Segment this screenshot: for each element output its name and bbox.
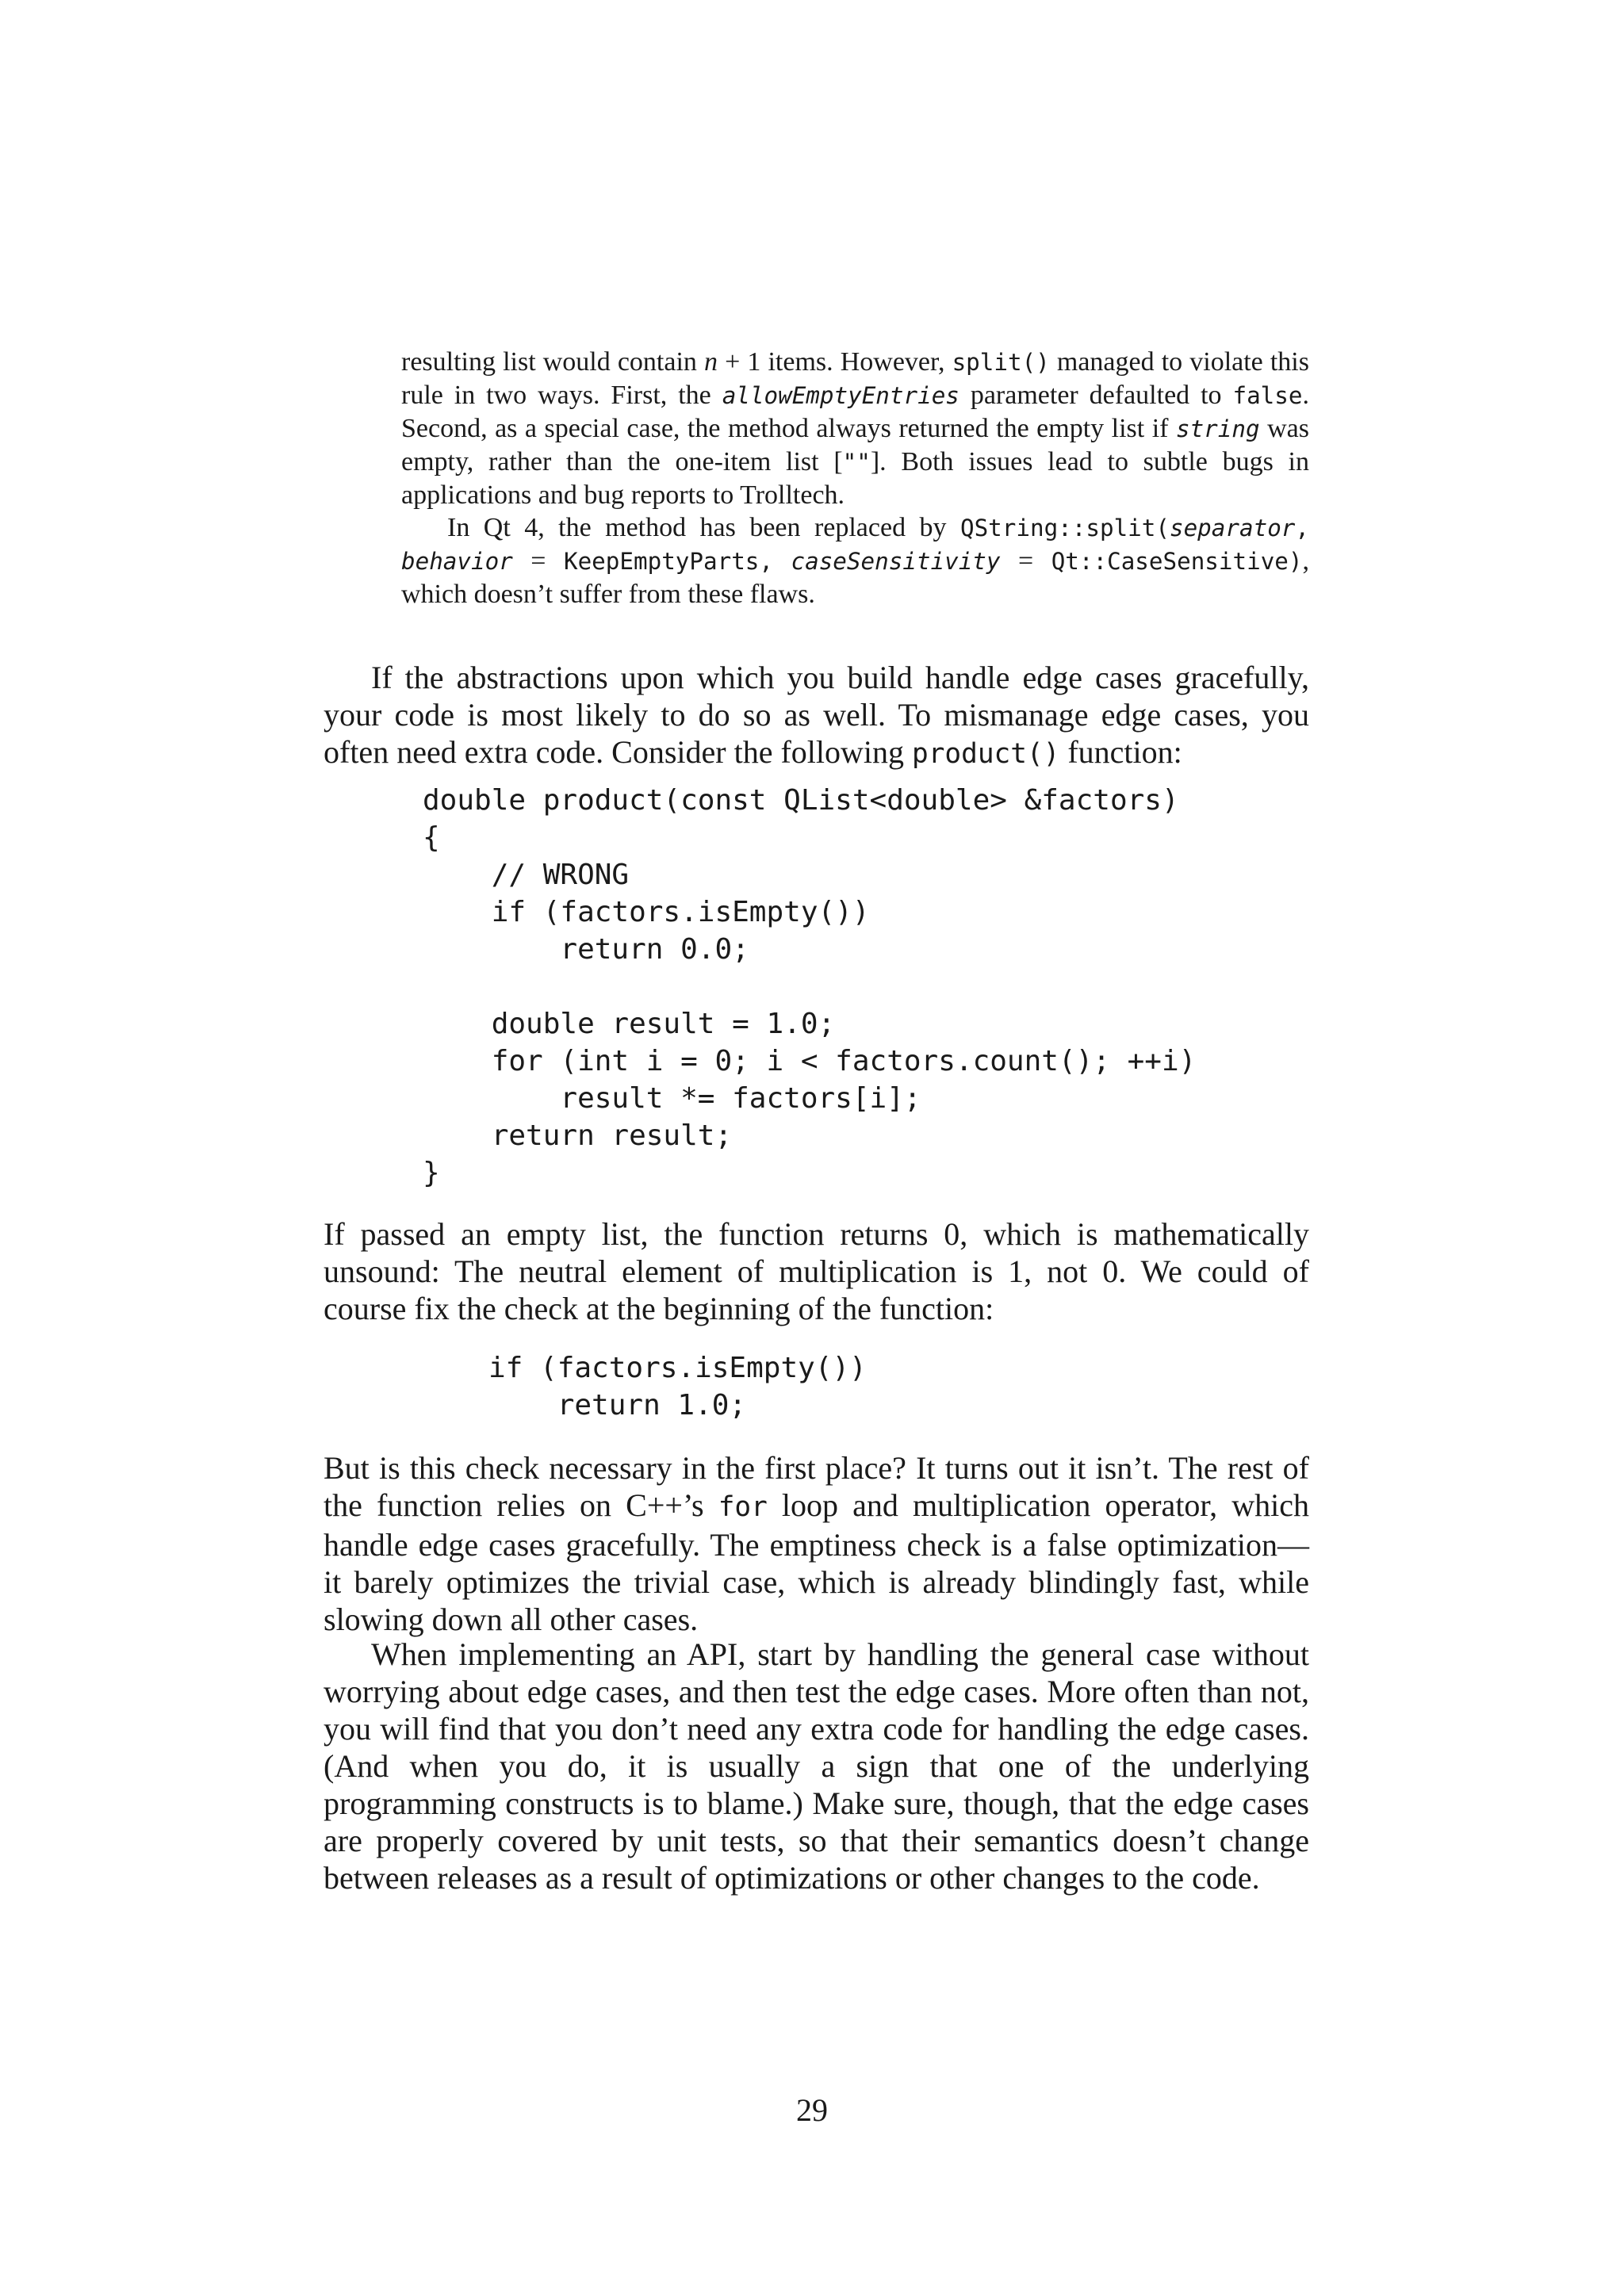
note-paragraph-1: resulting list would contain n + 1 items. However, split() managed to violate this rule in two ways. First, the allowEmptyEntries parameter defaulted to false. Second, as a special case, the method always returned the empty list if string was empty, rather than the one-item list [""]. Both issues lead to subtle bugs in applications and bug reports to Trolltech. [401,347,1310,510]
note-paragraph-2: In Qt 4, the method has been replaced by QString::split(separator, behavior = KeepEmptyParts, caseSensitivity = Qt::CaseSensitive), which doesn’t suffer from these flaws. [401,513,1309,609]
body-paragraph-4: When implementing an API, start by handling the general case without worrying about edge cases, and then test the edge cases. More often than not, you will find that you don’t need any extra code for handling the edge cases. (And when you do, it is usually a sign that one of the underlying programming constructs is to blame.) Make sure, though, that the edge cases are properly covered by unit tests, so that their semantics doesn’t change between releases as a result of optimizations or other changes to the code. [324,1636,1309,1896]
code-listing-product: double product(const QList<double> &factors) { // WRONG if (factors.isEmpty()) return 0.0; double result = 1.0; for (int i = 0; i < factors.count(); ++i) result *= factors[i]; return result; } [423,784,1197,1189]
body-paragraph-3: But is this check necessary in the first place? It turns out it isn’t. The rest of the function relies on C++’s for loop and multiplication operator, which handle edge cases gracefully. The emptiness check is a false optimization— it barely optimizes the trivial case, which is already blindingly fast, while slowing down all other cases. [324,1450,1309,1637]
code-listing-fix: if (factors.isEmpty()) return 1.0; [488,1352,867,1422]
body-paragraph-2: If passed an empty list, the function returns 0, which is mathematically unsound: The neutral element of multiplication is 1, not 0. We could of course fix the check at the beginning of the function: [324,1216,1309,1326]
page-number: 29 [796,2092,828,2128]
qt-split-note [401,346,1309,610]
body-paragraph-1: If the abstractions upon which you build handle edge cases gracefully, your code is most likely to do so as well. To mismanage edge cases, you often need extra code. Consider the following product() function: [324,660,1309,770]
